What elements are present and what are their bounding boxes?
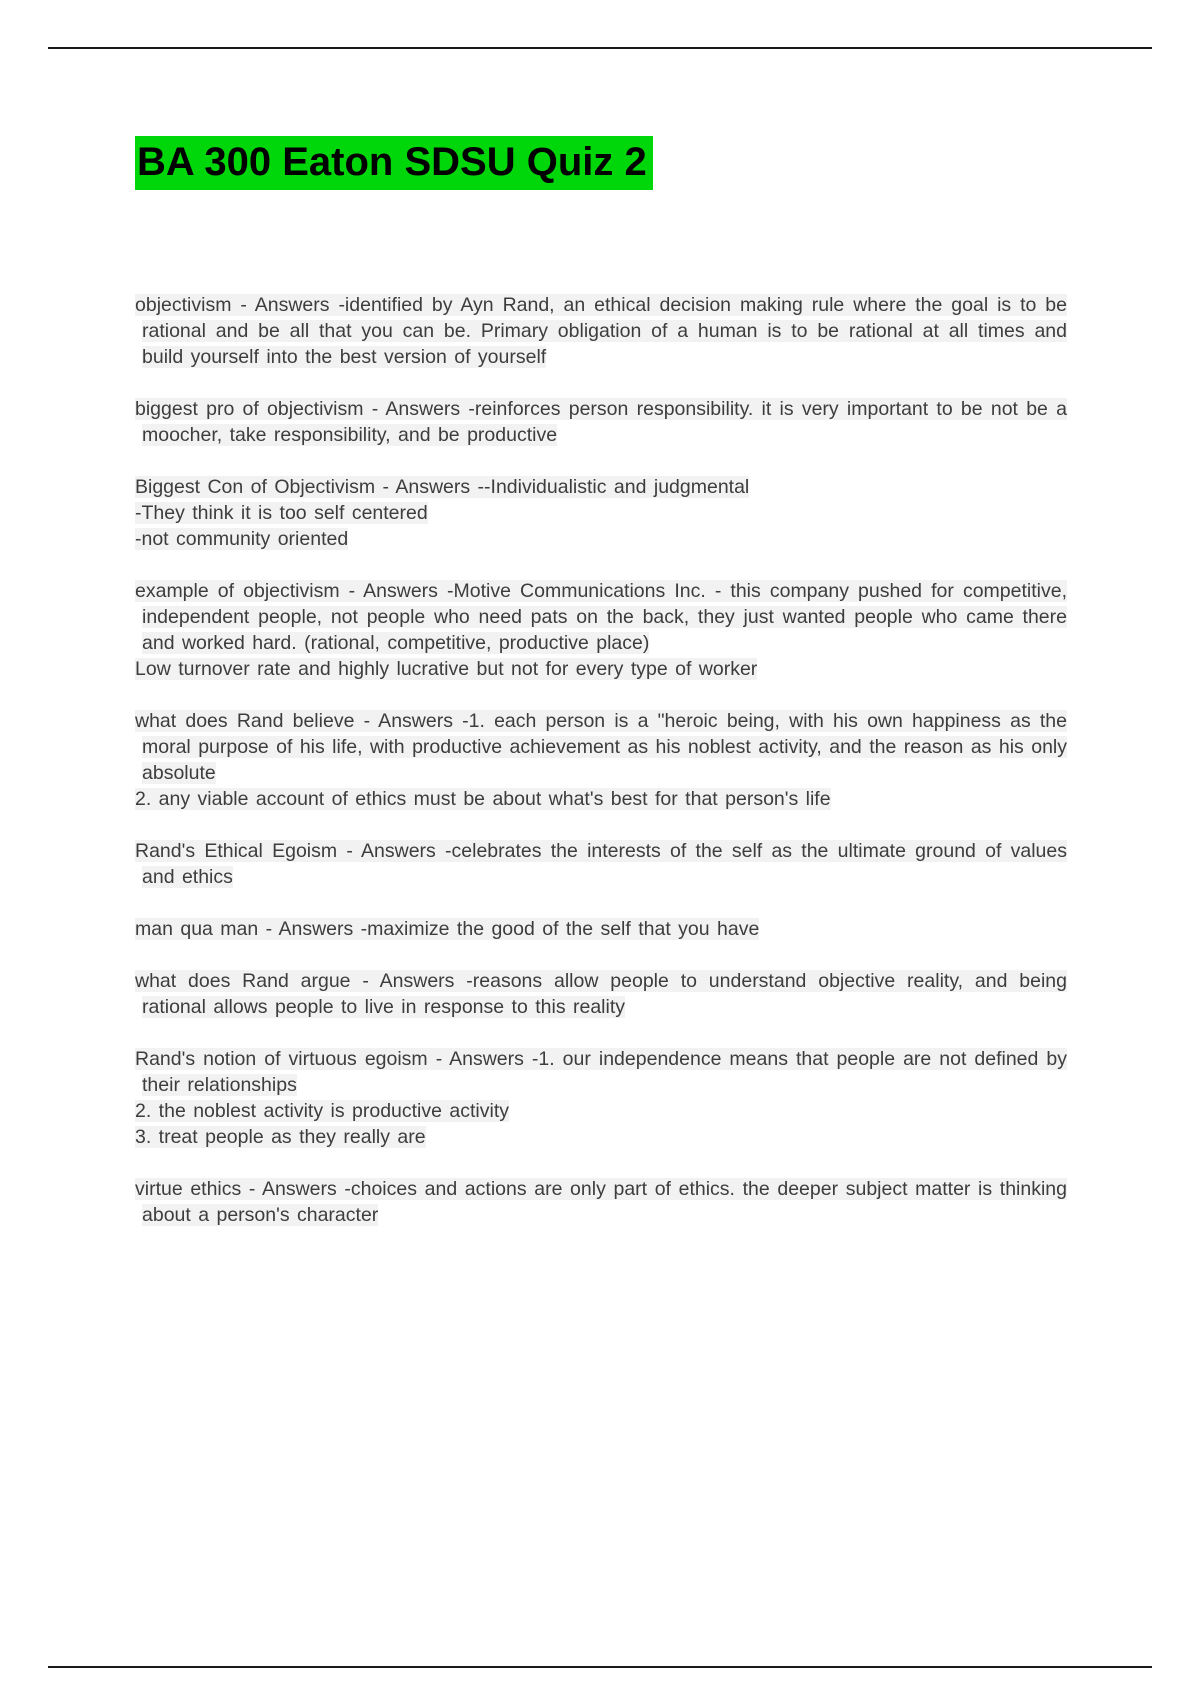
paragraph-line: Low turnover rate and highly lucrative but not for every type of worker <box>135 658 758 680</box>
qa-paragraph <box>135 968 1067 1020</box>
qa-paragraph <box>135 838 1067 890</box>
qa-paragraph <box>135 1176 1067 1228</box>
paragraph-line: biggest pro of objectivism - Answers -reinforces person responsibility. it is very important to be not be a moocher, take responsibility, and be productive <box>135 398 1067 446</box>
paragraph-line: -not community oriented <box>135 528 349 550</box>
paragraph-line: man qua man - Answers -maximize the good of the self that you have <box>135 918 760 940</box>
paragraph-line: objectivism - Answers -identified by Ayn Rand, an ethical decision making rule where the goal is to be rational and be all that you can be. Primary obligation of a human is to be rational at all times and build yourself into the best version of yourself <box>135 294 1067 368</box>
qa-paragraph <box>135 1046 1067 1150</box>
document-content <box>135 136 1067 1254</box>
paragraph-list <box>135 292 1067 1228</box>
paragraph-line: Rand's Ethical Egoism - Answers -celebrates the interests of the self as the ultimate ground of values and ethics <box>135 840 1067 888</box>
paragraph-line: -They think it is too self centered <box>135 502 428 524</box>
qa-paragraph <box>135 474 1067 552</box>
paragraph-line: Biggest Con of Objectivism - Answers --Individualistic and judgmental <box>135 476 750 498</box>
qa-paragraph <box>135 396 1067 448</box>
paragraph-line: Rand's notion of virtuous egoism - Answers -1. our independence means that people are not defined by their relationships <box>135 1048 1067 1096</box>
paragraph-line: example of objectivism - Answers -Motive Communications Inc. - this company pushed for competitive, independent people, not people who need pats on the back, they just wanted people who came there and worked hard. (rational, competitive, productive place) <box>135 580 1067 654</box>
header-rule <box>48 47 1152 49</box>
qa-paragraph <box>135 292 1067 370</box>
qa-paragraph <box>135 708 1067 812</box>
qa-paragraph <box>135 578 1067 682</box>
footer-rule <box>48 1666 1152 1668</box>
paragraph-line: what does Rand believe - Answers -1. each person is a "heroic being, with his own happiness as the moral purpose of his life, with productive achievement as his noblest activity, and the reason as his only absolute <box>135 710 1067 784</box>
qa-paragraph <box>135 916 1067 942</box>
paragraph-line: what does Rand argue - Answers -reasons allow people to understand objective reality, and being rational allows people to live in response to this reality <box>135 970 1067 1018</box>
page-title <box>135 136 1067 190</box>
paragraph-line: 3. treat people as they really are <box>135 1126 426 1148</box>
paragraph-line: virtue ethics - Answers -choices and actions are only part of ethics. the deeper subject matter is thinking about a person's character <box>135 1178 1067 1226</box>
paragraph-line: 2. any viable account of ethics must be about what's best for that person's life <box>135 788 831 810</box>
page-title-highlight: BA 300 Eaton SDSU Quiz 2 <box>135 136 653 190</box>
paragraph-line: 2. the noblest activity is productive activity <box>135 1100 509 1122</box>
